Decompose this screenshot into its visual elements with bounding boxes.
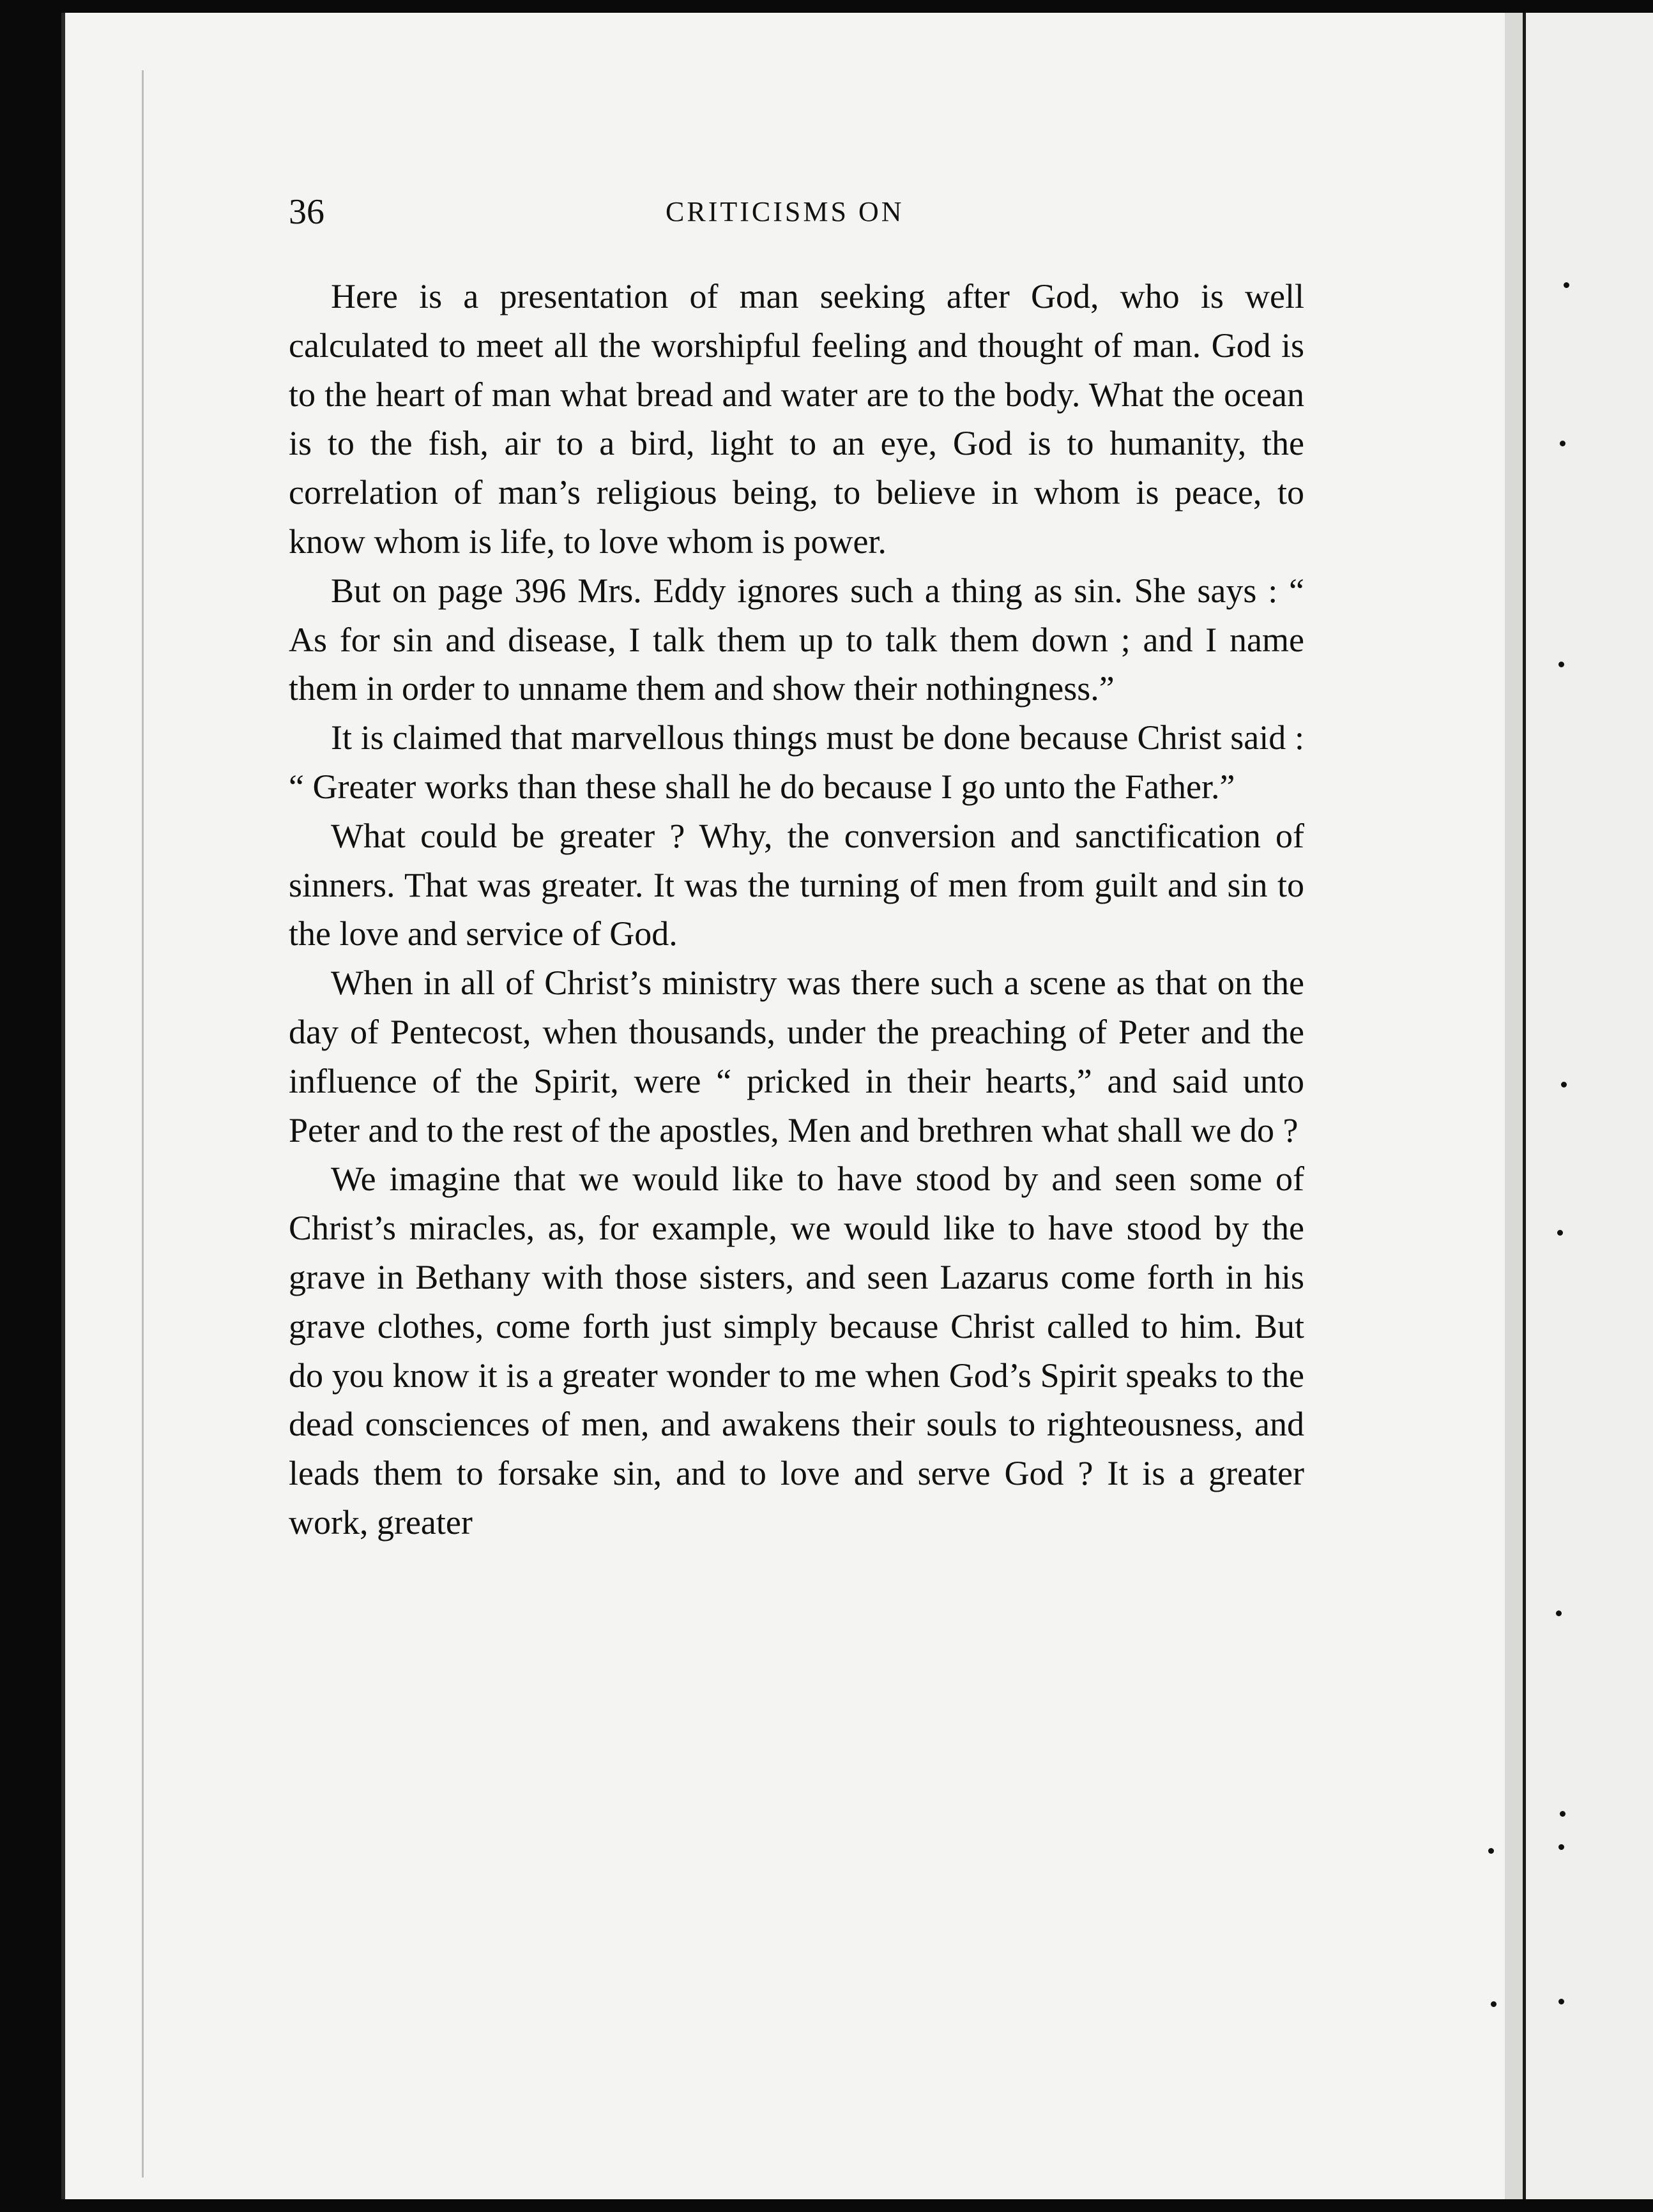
speck-mark xyxy=(1558,1844,1564,1850)
paragraph: But on page 396 Mrs. Eddy ignores such a thing as sin. She says : “ As for sin and disease, I talk them up to talk them down ; and I name them in order to unname them and show their nothingness.” xyxy=(289,571,1304,708)
speck-mark xyxy=(1561,1082,1567,1087)
paragraph: It is claimed that marvellous things must be done because Christ said : “ Greater works than these shall he do because I go unto the Father.” xyxy=(289,718,1304,806)
running-title: CRITICISMS ON xyxy=(666,196,904,227)
paragraph: We imagine that we would like to have stood by and seen some of Christ’s miracles, as, for example, we would like to have stood by the grave in Bethany with those sisters, and seen Lazarus come forth in his grave clothes, come forth just simply because Christ called to him. But do you know it is a greater wonder to me when God’s Spirit speaks to the dead consciences of men, and awakens their souls to righteousness, and leads them to forsake sin, and to love and serve God ? It is a greater work, greater xyxy=(289,1160,1304,1542)
page-number: 36 xyxy=(289,192,324,232)
speck-mark xyxy=(1556,1610,1562,1616)
page-edge-line xyxy=(142,70,144,2178)
paragraph: Here is a presentation of man seeking after God, who is well calculated to meet all the worshipful feeling and thought of man. God is to the heart of man what bread and water are to the body. What the ocean is to the fish, air to a bird, light to an eye, God is to humanity, the correlation of man’s religious being, to believe in whom is peace, to know whom is life, to love whom is power. xyxy=(289,277,1304,561)
paragraph: When in all of Christ’s ministry was there such a scene as that on the day of Pentecost, when thousands, under the preaching of Peter and the influence of the Spirit, were “ pricked in their hearts,” and said unto Peter and to the rest of the apostles, Men and brethren what shall we do ? xyxy=(289,964,1304,1149)
speck-mark xyxy=(1560,441,1565,446)
speck-mark xyxy=(1491,2001,1497,2007)
book-gutter xyxy=(1505,13,1523,2199)
page-header xyxy=(289,192,1311,236)
speck-mark xyxy=(1488,1848,1494,1854)
speck-mark xyxy=(1557,1230,1563,1236)
body-text xyxy=(289,272,1304,1547)
speck-mark xyxy=(1564,282,1569,288)
adjacent-page-edge xyxy=(1523,13,1653,2199)
paragraph: What could be greater ? Why, the conversion and sanctification of sinners. That was greater. It was the turning of men from guilt and sin to the love and service of God. xyxy=(289,816,1304,953)
speck-mark xyxy=(1560,1811,1565,1817)
speck-mark xyxy=(1558,662,1564,667)
speck-mark xyxy=(1558,1999,1564,2004)
